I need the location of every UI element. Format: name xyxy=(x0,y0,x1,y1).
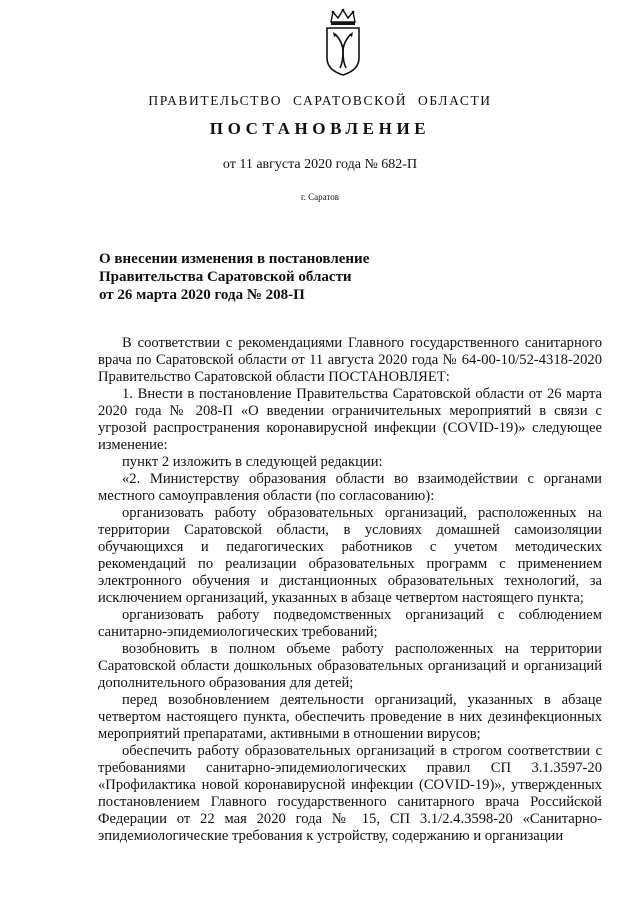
body-paragraph: организовать работу образовательных организаций, расположенных на территории Саратовской области, в условиях домашней самоизоляции обучающихся и педагогических работников с учетом методических рекомендаций по реализации образовательных программ с применением электронного обучения и дистанционных образовательных технологий, за исключением организаций, указанных в абзаце четвертом настоящего пункта; xyxy=(98,505,602,606)
body-paragraph: «2. Министерству образования области во взаимодействии с органами местного самоуправления области (по согласованию): xyxy=(98,471,602,504)
issuing-authority: ПРАВИТЕЛЬСТВО САРАТОВСКОЙ ОБЛАСТИ xyxy=(148,93,492,108)
body-paragraph: организовать работу подведомственных организаций с соблюдением санитарно-эпидемиологических требований; xyxy=(98,607,602,640)
subject-line: Правительства Саратовской области xyxy=(99,269,352,285)
document-city: г. Саратов xyxy=(301,192,339,202)
subject-line: О внесении изменения в постановление xyxy=(99,251,370,267)
body-paragraph: перед возобновлением деятельности организаций, указанных в абзаце четвертом настоящего пункта, обеспечить проведение в них дезинфекционных мероприятий препаратами, активными в отношении вирусов; xyxy=(98,692,602,742)
document-body xyxy=(98,335,602,845)
body-paragraph: 1. Внести в постановление Правительства Саратовской области от 26 марта 2020 года № 208-П «О введении ограничительных мероприятий в связи с угрозой распространения коронавирусной инфекции (COVID-19)» следующее изменение: xyxy=(98,386,602,453)
body-paragraph: пункт 2 изложить в следующей редакции: xyxy=(122,454,383,470)
subject-line: от 26 марта 2020 года № 208-П xyxy=(99,287,305,303)
saratov-coat-of-arms-icon xyxy=(321,8,365,76)
document-type: ПОСТАНОВЛЕНИЕ xyxy=(209,119,431,138)
body-paragraph: В соответствии с рекомендациями Главного государственного санитарного врача по Саратовской области от 11 августа 2020 года № 64-00-10/52-4318-2020 Правительство Саратовской области ПОСТАНОВЛЯЕТ: xyxy=(98,335,602,385)
body-paragraph: возобновить в полном объеме работу расположенных на территории Саратовской области дошкольных образовательных организаций и организаций дополнительного образования для детей; xyxy=(98,641,602,691)
document-subject xyxy=(99,250,419,304)
body-paragraph: обеспечить работу образовательных организаций в строгом соответствии с требованиями санитарно-эпидемиологических правил СП 3.1.3597-20 «Профилактика новой коронавирусной инфекции (COVID-19)», утвержденных постановлением Главного государственного санитарного врача Российской Федерации от 22 мая 2020 года № 15, СП 3.1/2.4.3598-20 «Санитарно-эпидемиологические требования к устройству, содержанию и организации xyxy=(98,743,602,844)
document-date-number: от 11 августа 2020 года № 682-П xyxy=(222,157,418,172)
